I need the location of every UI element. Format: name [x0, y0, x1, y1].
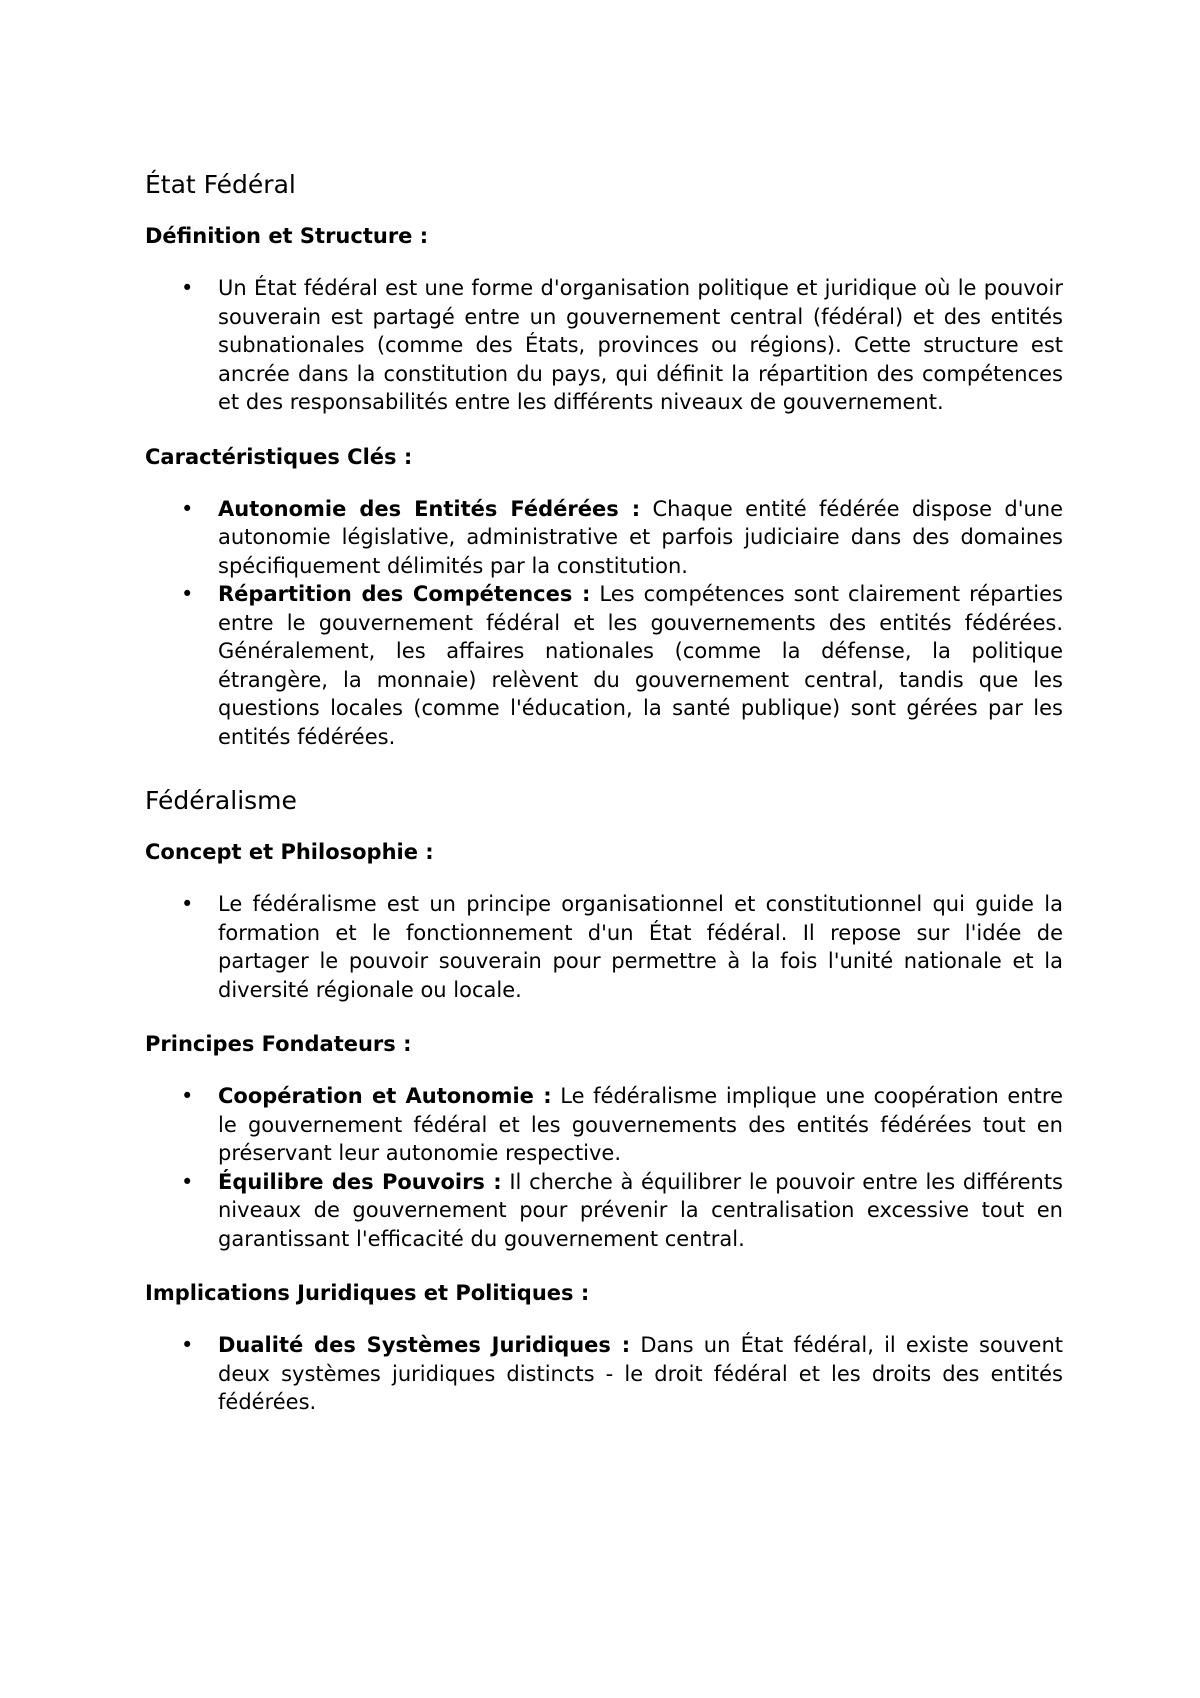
- bullet-icon: •: [181, 892, 194, 916]
- bullet-icon: •: [181, 1333, 194, 1357]
- heading-implications-juridiques: Implications Juridiques et Politiques :: [145, 1281, 590, 1305]
- list-definition-structure: [145, 274, 1063, 417]
- list-concept-philosophie: [145, 890, 1063, 1004]
- list-item: [145, 1082, 1063, 1168]
- list-item: [145, 1331, 1063, 1417]
- heading-principes-fondateurs: Principes Fondateurs :: [145, 1032, 412, 1056]
- list-item: [145, 274, 1063, 417]
- bullet-icon: •: [181, 1169, 194, 1194]
- list-implications-juridiques: [145, 1331, 1063, 1417]
- list-item: [145, 890, 1063, 1004]
- section-title-etat-federal: État Fédéral: [145, 170, 296, 199]
- list-item: [145, 580, 1063, 751]
- item-text: Le fédéralisme implique une coopération entre le gouvernement fédéral et les gouvernements des entités fédérées tout en préservant leur autonomie respective.: [218, 1084, 1063, 1165]
- document-page: [145, 168, 1063, 1443]
- item-text: Les compétences sont clairement réparties entre le gouvernement fédéral et les gouvernements des entités fédérées. Généralement, les affaires nationales (comme la défense, la politique étrangère, la monnaie) relèvent du gouvernement central, tandis que les questions locales (comme l'éducation, la santé publique) sont gérées par les entités fédérées.: [218, 582, 1063, 749]
- item-text: Un État fédéral est une forme d'organisation politique et juridique où le pouvoir souverain est partagé entre un gouvernement central (fédéral) et des entités subnationales (comme des États, provinces ou régions). Cette structure est ancrée dans la constitution du pays, qui définit la répartition des compétences et des responsabilités entre les différents niveaux de gouvernement.: [218, 276, 1063, 414]
- bullet-icon: •: [181, 496, 194, 521]
- list-item: [145, 1168, 1063, 1254]
- item-text: Il cherche à équilibrer le pouvoir entre les différents niveaux de gouvernement pour prévenir la centralisation excessive tout en garantissant l'efficacité du gouvernement central.: [218, 1169, 1063, 1251]
- section-title-federalisme: Fédéralisme: [145, 786, 297, 815]
- bullet-icon: •: [181, 1084, 194, 1108]
- item-term: Répartition des Compétences :: [218, 582, 591, 606]
- list-item: [145, 495, 1063, 581]
- item-text: Dans un État fédéral, il existe souvent deux systèmes juridiques distincts - le droit fédéral et les droits des entités fédérées.: [218, 1333, 1064, 1414]
- item-term: Dualité des Systèmes Juridiques :: [218, 1333, 631, 1357]
- heading-caracteristiques-cles: Caractéristiques Clés :: [145, 444, 413, 469]
- heading-definition-structure: Définition et Structure :: [145, 224, 429, 248]
- item-term: Autonomie des Entités Fédérées :: [218, 496, 641, 521]
- bullet-icon: •: [181, 276, 194, 300]
- item-term: Équilibre des Pouvoirs :: [218, 1169, 502, 1194]
- item-text: Chaque entité fédérée dispose d'une autonomie législative, administrative et parfois judiciaire dans des domaines spécifiquement délimités par la constitution.: [218, 496, 1064, 578]
- list-caracteristiques-cles: [145, 495, 1063, 752]
- item-text: Le fédéralisme est un principe organisationnel et constitutionnel qui guide la formation et le fonctionnement d'un État fédéral. Il repose sur l'idée de partager le pouvoir souverain pour permettre à la fois l'unité nationale et la diversité régionale ou locale.: [218, 892, 1063, 1002]
- heading-concept-philosophie: Concept et Philosophie :: [145, 840, 434, 864]
- list-principes-fondateurs: [145, 1082, 1063, 1253]
- bullet-icon: •: [181, 582, 194, 606]
- item-term: Coopération et Autonomie :: [218, 1084, 552, 1108]
